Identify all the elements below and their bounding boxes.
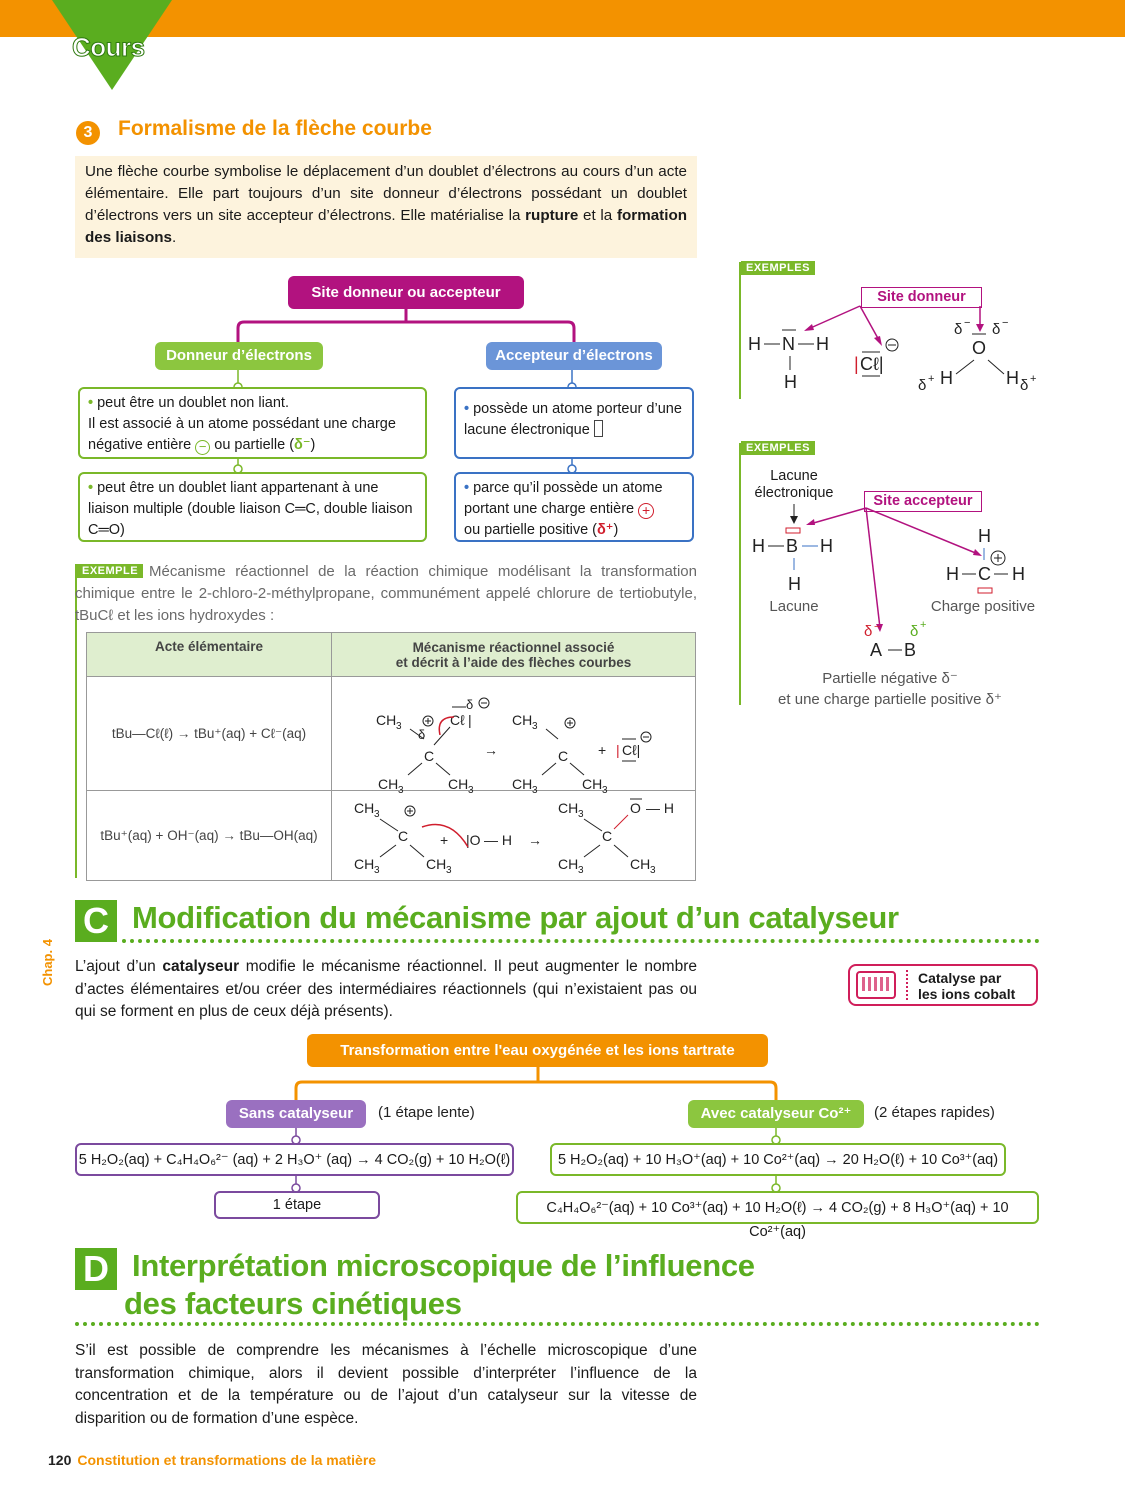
partielle-caption — [760, 668, 1020, 710]
section-c-title: Modification du mécanisme par ajout d’un catalyseur — [132, 900, 899, 935]
svg-text:H: H — [1006, 368, 1019, 388]
svg-text:CH: CH — [558, 856, 579, 872]
svg-text:3: 3 — [374, 809, 380, 820]
svg-text:H: H — [940, 368, 953, 388]
svg-text:H: H — [1012, 564, 1025, 584]
svg-text:— H: — H — [646, 800, 674, 816]
tree-donneur: Donneur d’électrons — [155, 342, 323, 370]
svg-text:|O: |O — [466, 832, 481, 848]
svg-text:Cℓ: Cℓ — [450, 712, 465, 728]
accepteur-item2a: parce qu’il possède un atome portant une charge entière — [464, 480, 663, 517]
svg-text:3: 3 — [532, 785, 538, 796]
col2-line1: Mécanisme réactionnel associé — [412, 639, 615, 655]
site-accepteur-molecules — [742, 500, 1062, 660]
svg-text:3: 3 — [602, 785, 608, 796]
partielle-line2: et une charge partielle positive δ⁺ — [778, 691, 1002, 708]
section-c-bold: catalyseur — [162, 958, 240, 975]
svg-text:H: H — [748, 334, 761, 354]
video-label-line1: Catalyse par — [918, 970, 1002, 986]
lacune-electronique-label: Lacune électronique — [754, 468, 834, 501]
svg-text:B: B — [904, 640, 917, 660]
svg-text:C: C — [558, 748, 569, 764]
svg-text:C: C — [978, 564, 991, 584]
donneur-box-2: • peut être un doublet liant appartenant à une liaison multiple (double liaison C═C, double liaison C═O) — [78, 472, 427, 542]
site-donneur-molecules — [742, 300, 1062, 400]
svg-text:3: 3 — [578, 865, 584, 876]
svg-text:|: | — [616, 742, 620, 758]
svg-text:H: H — [816, 334, 829, 354]
definition-text: Une flèche courbe symbolise le déplacement d’un doublet d’électrons au cours d’un acte élémentaire. Elle part toujours d’un site donneur d’électrons possédant un doublet d’électrons vers un site accepteur d’électrons. Elle matérialise la — [85, 163, 687, 224]
accepteur-box-1: • possède un atome porteur d’une lacune électronique — [454, 387, 694, 459]
avec-catalyseur-pill: Avec catalyseur Co²⁺ — [688, 1100, 864, 1128]
svg-text:+: + — [920, 619, 927, 631]
svg-text:O: O — [630, 800, 641, 816]
svg-text:Cℓ|: Cℓ| — [860, 354, 884, 374]
lacune-box-icon — [594, 420, 603, 437]
svg-text:CH: CH — [582, 776, 603, 792]
svg-text:CH: CH — [376, 712, 397, 728]
donneur-item1c: ou partielle ( — [214, 437, 295, 453]
svg-text:N: N — [782, 334, 795, 354]
svg-text:δ: δ — [466, 697, 474, 712]
row1-equation: tBu—Cℓ(ℓ) → tBu⁺(aq) + Cℓ⁻(aq) — [87, 677, 332, 791]
svg-text:H: H — [978, 526, 991, 546]
svg-text:δ: δ — [1020, 377, 1029, 394]
definition-text-end: . — [171, 229, 177, 246]
equation-sans: 5 H₂O₂(aq) + C₄H₄O₆²⁻ (aq) + 2 H₃O⁺ (aq) → 4 CO₂(g) + 10 H₂O(ℓ) — [75, 1143, 514, 1176]
svg-text:|: | — [468, 712, 472, 728]
svg-text:+: + — [1030, 373, 1037, 385]
svg-text:CH: CH — [378, 776, 399, 792]
svg-text:CH: CH — [512, 776, 533, 792]
svg-text:A: A — [870, 640, 883, 660]
charge-positive-caption: Charge positive — [930, 598, 1036, 615]
definition-box — [75, 156, 697, 258]
exemple-tag: EXEMPLE — [77, 564, 143, 578]
etape-box: 1 étape — [214, 1191, 380, 1219]
catalyst-root: Transformation entre l'eau oxygénée et les ions tartrate — [307, 1034, 768, 1067]
row1-mechanism — [332, 677, 696, 796]
svg-text:3: 3 — [374, 865, 380, 876]
svg-text:−: − — [1002, 317, 1009, 329]
donneur-item2: peut être un doublet liant appartenant à une liaison multiple (double liaison C═C, double liaison C═O) — [88, 480, 413, 538]
donneur-item1: peut être un doublet non liant. — [97, 395, 289, 411]
svg-text:+: + — [598, 742, 607, 758]
accepteur-item2b: ou partielle positive ( — [464, 522, 597, 538]
svg-text:C: C — [602, 828, 613, 844]
video-link-catalyse[interactable] — [848, 964, 1038, 1006]
definition-text-mid: et la — [578, 207, 617, 224]
svg-text:O: O — [972, 338, 987, 358]
cours-label: Cours — [72, 32, 145, 62]
svg-text:CH: CH — [448, 776, 469, 792]
sans-catalyseur-pill: Sans catalyseur — [226, 1100, 366, 1128]
plus-circle-icon: + — [638, 503, 654, 519]
accepteur-box-2: • parce qu’il possède un atome portant une charge entière + ou partielle positive (δ⁺) — [454, 472, 694, 542]
section-d-text: S’il est possible de comprendre les mécanismes à l’échelle microscopique d’une transformation chimique, alors il devient possible d’interpréter l’influence de la concentration et de la température ou de l’ajout d’un catalyseur sur la vitesse de disparition ou de formation d’une espèce. — [75, 1342, 697, 1427]
svg-text:3: 3 — [650, 865, 656, 876]
equation-avec-2: C₄H₄O₆²⁻(aq) + 10 Co³⁺(aq) + 10 H₂O(ℓ) → 4 CO₂(g) + 8 H₃O⁺(aq) + 10 Co²⁺(aq) — [516, 1191, 1039, 1224]
svg-text:+: + — [440, 832, 449, 848]
svg-text:H: H — [946, 564, 959, 584]
site-donneur-label: Site donneur — [861, 287, 982, 308]
svg-text:3: 3 — [532, 721, 538, 732]
mechanism-step1-svg — [332, 677, 692, 796]
side-ex1-rule — [739, 262, 741, 399]
section-d-letter: D — [75, 1248, 117, 1290]
tree-accepteur: Accepteur d’électrons — [486, 342, 662, 370]
sans-catalyseur-note: (1 étape lente) — [378, 1104, 475, 1121]
svg-text:→: → — [528, 832, 542, 848]
tree-root-site: Site donneur ou accepteur — [288, 276, 524, 309]
section-c-text — [75, 956, 697, 1024]
section-title: Formalisme de la flèche courbe — [118, 117, 432, 140]
footer-label: Constitution et transformations de la matière — [77, 1452, 377, 1468]
svg-text:CH: CH — [354, 856, 375, 872]
col2-line2: et décrit à l’aide des flèches courbes — [395, 654, 632, 670]
svg-text:δ: δ — [918, 377, 927, 394]
chapter-side-label: Chap. 4 — [40, 939, 55, 986]
accepteur-delta-plus: δ⁺ — [597, 522, 614, 538]
svg-text:3: 3 — [578, 809, 584, 820]
col-header-mecanisme — [332, 633, 696, 677]
minus-circle-icon: − — [195, 440, 210, 455]
svg-text:δ: δ — [864, 623, 873, 640]
section-c-dotline — [122, 939, 1040, 943]
touch-screen-icon — [856, 971, 896, 999]
section-d-title-line2: des facteurs cinétiques — [124, 1286, 462, 1321]
partielle-line1: Partielle négative δ⁻ — [822, 670, 958, 687]
svg-text:3: 3 — [398, 785, 404, 796]
donneur-item1b: Il est associé à un atome possédant une charge négative entière — [88, 416, 396, 453]
svg-text:H: H — [820, 536, 833, 556]
equation-avec-1: 5 H₂O₂(aq) + 10 H₃O⁺(aq) + 10 Co²⁺(aq) → 20 H₂O(ℓ) + 10 Co³⁺(aq) — [550, 1143, 1006, 1176]
section-c-text-a: L’ajout d’un — [75, 958, 163, 975]
svg-text:B: B — [786, 536, 799, 556]
svg-text:3: 3 — [396, 721, 402, 732]
svg-text:CH: CH — [354, 800, 375, 816]
accepteur-item1: possède un atome porteur d’une lacune électronique — [464, 401, 682, 438]
mechanism-step2-svg — [332, 791, 692, 877]
side-ex2-tag: EXEMPLES — [741, 441, 815, 455]
svg-text:C: C — [398, 828, 409, 844]
donneur-box-1: • peut être un doublet non liant. Il est associé à un atome possédant une charge négative entière − ou partielle (δ⁻) — [78, 387, 427, 459]
video-label-line2: les ions cobalt — [918, 986, 1016, 1002]
page-number: 120 — [48, 1452, 72, 1468]
video-label — [918, 970, 1015, 1002]
side-ex2-rule — [739, 443, 741, 705]
avec-catalyseur-note: (2 étapes rapides) — [874, 1104, 995, 1121]
svg-text:δ: δ — [992, 321, 1001, 338]
svg-text:H: H — [788, 574, 801, 594]
section-c-text-b: modifie le mécanisme réactionnel. Il peut augmenter le nombre d’actes élémentaires et/ou créer des intermédiaires réactionnels (qui n’existaient pas ou qui se forment en plus de ceux déjà présents). — [75, 958, 697, 1020]
svg-text:δ: δ — [910, 623, 919, 640]
lacune-caption: Lacune — [769, 598, 819, 615]
svg-text:H: H — [752, 536, 765, 556]
svg-text:— H: — H — [484, 832, 512, 848]
svg-text:→: → — [484, 742, 498, 758]
svg-text:CH: CH — [512, 712, 533, 728]
svg-text:δ: δ — [418, 727, 426, 742]
section-number-badge: 3 — [76, 121, 100, 145]
svg-text:|: | — [854, 354, 859, 374]
donneur-delta-minus: δ⁻ — [294, 437, 311, 453]
row2-equation: tBu⁺(aq) + OH⁻(aq) → tBu—OH(aq) — [87, 791, 332, 881]
definition-bold-formation: formation des liaisons — [85, 207, 687, 246]
section-d-dotline — [75, 1322, 1040, 1326]
svg-text:Cℓ|: Cℓ| — [622, 742, 641, 758]
svg-text:+: + — [928, 373, 935, 385]
svg-text:H: H — [784, 372, 797, 392]
svg-text:−: − — [964, 317, 971, 329]
site-accepteur-label: Site accepteur — [864, 491, 982, 512]
svg-text:CH: CH — [426, 856, 447, 872]
mechanism-table — [86, 632, 696, 881]
row2-mechanism — [332, 791, 696, 881]
svg-text:C: C — [424, 748, 435, 764]
section-d-title-line1: Interprétation microscopique de l’influence — [132, 1248, 755, 1283]
side-ex1-tag: EXEMPLES — [741, 261, 815, 275]
exemple-text: Mécanisme réactionnel de la réaction chimique modélisant la transformation chimique entre le 2-chloro-2-méthylpropane, communément appelé chlorure de tertiobutyle, tBuCℓ et les ions hydroxydes : — [75, 563, 697, 624]
accepteur-item2d: ) — [613, 522, 619, 538]
donneur-item1e: ) — [310, 437, 316, 453]
svg-text:−: − — [874, 621, 881, 633]
page-footer — [48, 1452, 376, 1468]
svg-text:δ: δ — [954, 321, 963, 338]
col-header-acte: Acte élémentaire — [87, 633, 332, 677]
definition-bold-rupture: rupture — [525, 207, 579, 224]
svg-text:CH: CH — [630, 856, 651, 872]
svg-text:CH: CH — [558, 800, 579, 816]
section-c-letter: C — [75, 900, 117, 942]
svg-text:3: 3 — [446, 865, 452, 876]
svg-text:3: 3 — [468, 785, 474, 796]
